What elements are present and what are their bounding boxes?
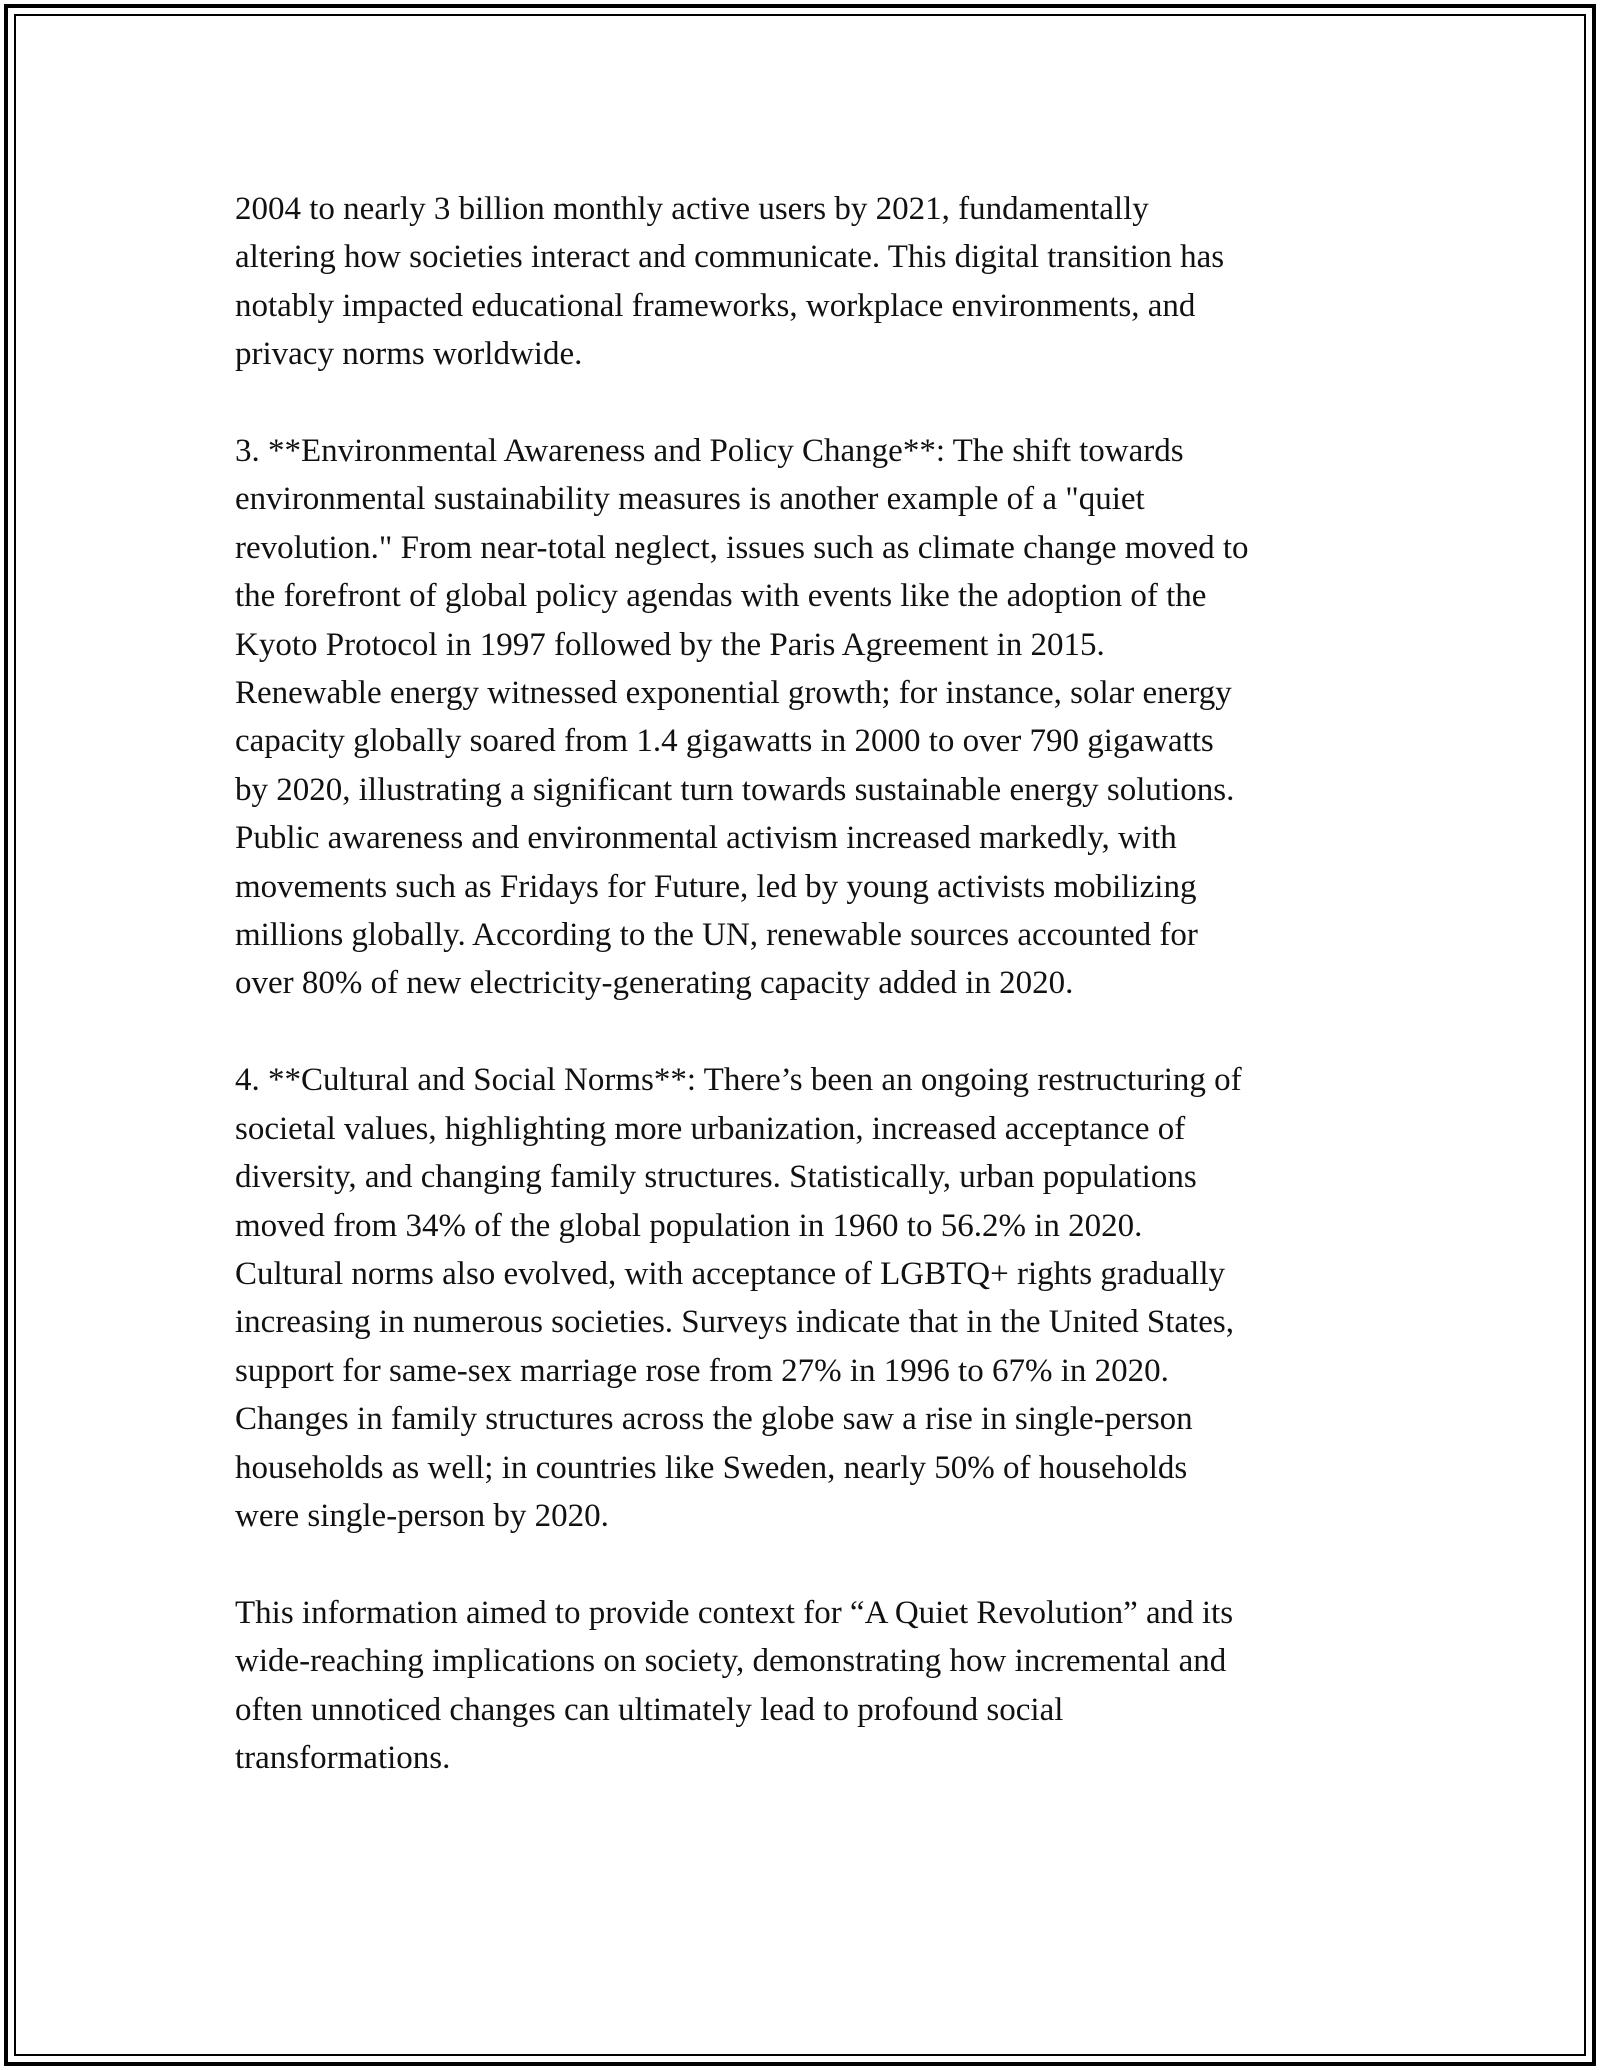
text-line: Kyoto Protocol in 1997 followed by the Paris Agreement in 2015. <box>235 626 1105 663</box>
text-line: 3. **Environmental Awareness and Policy Change**: The shift towards <box>235 433 1184 470</box>
text-line: This information aimed to provide context for “A Quiet Revolution” and its <box>235 1594 1234 1631</box>
text-line: millions globally. According to the UN, renewable sources accounted for <box>235 917 1198 954</box>
text-line: moved from 34% of the global population in 1960 to 56.2% in 2020. <box>235 1207 1143 1244</box>
text-line: by 2020, illustrating a significant turn towards sustainable energy solutions. <box>235 771 1235 808</box>
paragraph-digital-transition <box>235 185 1385 379</box>
paragraph-cultural-social-norms <box>235 1056 1385 1540</box>
text-line: support for same-sex marriage rose from 27% in 1996 to 67% in 2020. <box>235 1352 1169 1389</box>
text-line: often unnoticed changes can ultimately lead to profound social <box>235 1691 1064 1728</box>
text-line: increasing in numerous societies. Surveys indicate that in the United States, <box>235 1304 1234 1341</box>
text-line: were single-person by 2020. <box>235 1497 609 1534</box>
text-line: movements such as Fridays for Future, led by young activists mobilizing <box>235 868 1197 905</box>
text-line: Cultural norms also evolved, with acceptance of LGBTQ+ rights gradually <box>235 1255 1226 1292</box>
text-line: revolution." From near-total neglect, issues such as climate change moved to <box>235 529 1249 566</box>
text-line: over 80% of new electricity-generating capacity added in 2020. <box>235 965 1074 1002</box>
paragraph-conclusion <box>235 1589 1385 1783</box>
text-line: the forefront of global policy agendas with events like the adoption of the <box>235 578 1207 615</box>
text-line: privacy norms worldwide. <box>235 336 583 373</box>
text-line: diversity, and changing family structures. Statistically, urban populations <box>235 1159 1197 1196</box>
text-line: 2004 to nearly 3 billion monthly active users by 2021, fundamentally <box>235 191 1149 227</box>
text-line: transformations. <box>235 1739 451 1776</box>
text-line: Renewable energy witnessed exponential growth; for instance, solar energy <box>235 675 1232 712</box>
text-line: Changes in family structures across the globe saw a rise in single-person <box>235 1401 1193 1438</box>
text-line: notably impacted educational frameworks, workplace environments, and <box>235 287 1196 324</box>
paragraph-environmental-awareness <box>235 427 1385 1008</box>
text-line: 4. **Cultural and Social Norms**: There’s been an ongoing restructuring of <box>235 1062 1242 1099</box>
text-line: wide-reaching implications on society, demonstrating how incremental and <box>235 1643 1227 1680</box>
document-body <box>235 185 1385 1831</box>
text-line: societal values, highlighting more urbanization, increased acceptance of <box>235 1110 1186 1147</box>
text-line: altering how societies interact and communicate. This digital transition has <box>235 239 1225 276</box>
text-line: households as well; in countries like Sweden, nearly 50% of households <box>235 1449 1188 1486</box>
text-line: Public awareness and environmental activism increased markedly, with <box>235 820 1177 857</box>
text-line: capacity globally soared from 1.4 gigawatts in 2000 to over 790 gigawatts <box>235 723 1214 760</box>
text-line: environmental sustainability measures is another example of a "quiet <box>235 481 1145 518</box>
